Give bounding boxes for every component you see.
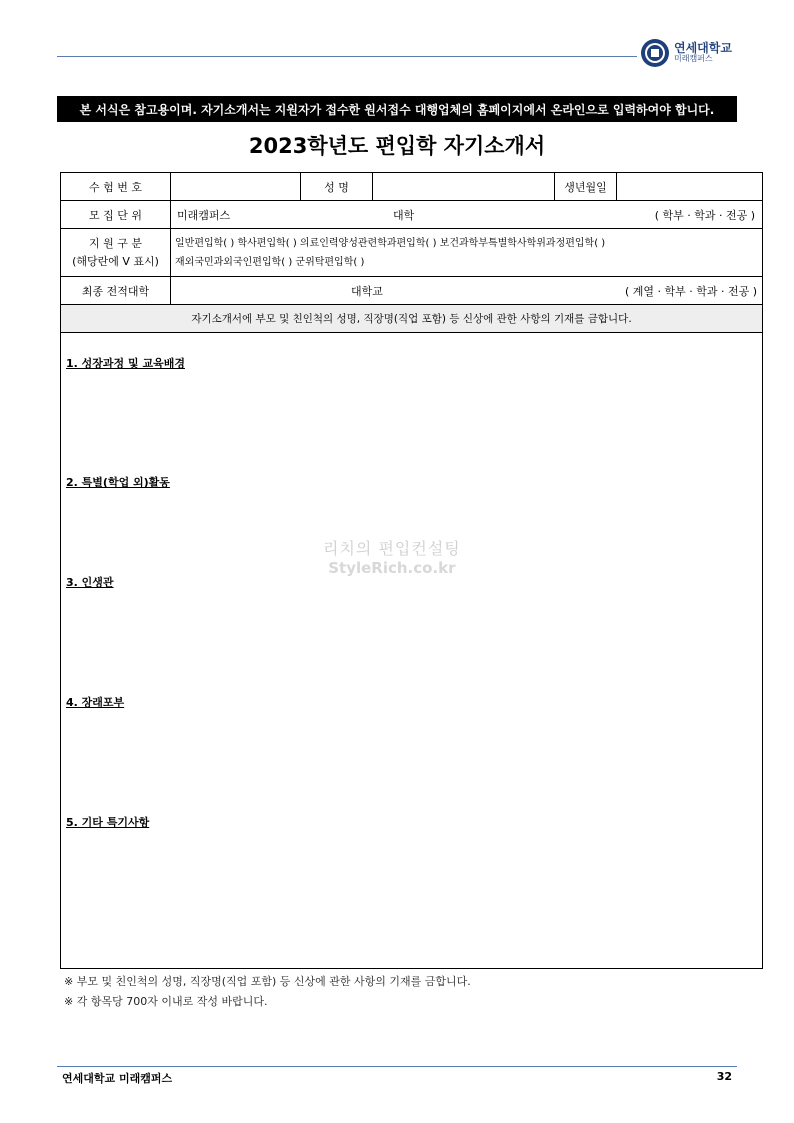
university-logo [640,38,732,68]
watermark-line2: StyleRich.co.kr [328,559,456,577]
type-options-line1: 일반편입학( ) 학사편입학( ) 의료인력양성관련학과편입학( ) 보건과학부특별학사학위과정편입학( ) [175,237,606,249]
type-label-sub: (해당란에 V 표시) [72,254,159,268]
row-caution [61,305,762,333]
name-label: 성 명 [301,173,373,200]
type-options[interactable] [175,229,761,276]
section-1-heading: 1. 성장과정 및 교육배경 [66,357,185,370]
footer-rule [57,1066,737,1067]
recruit-label: 모 집 단 위 [61,201,171,228]
row-recruit [61,201,762,229]
birth-field[interactable] [617,173,762,200]
seal-icon [640,38,670,68]
recruit-campus: 미래캠퍼스 [177,208,231,222]
logo-campus: 미래캠퍼스 [674,54,713,64]
page-title: 2023학년도 편입학 자기소개서 [248,134,546,158]
type-options-line2: 재외국민과외국인편입학( ) 군위탁편입학( ) [175,256,365,268]
exam-number-field[interactable] [171,173,301,200]
footer-institution: 연세대학교 미래캠퍼스 [62,1072,173,1085]
row-identity [61,173,762,201]
section-2-heading: 2. 특별(학업 외)활동 [66,476,170,489]
row-school [61,277,762,305]
caution-text: 자기소개서에 부모 및 친인척의 성명, 직장명(직업 포함) 등 신상에 관한 사항의 기재를 금합니다. [191,313,632,325]
school-univ: 대학교 [351,284,383,298]
header-rule [57,56,637,57]
row-type [61,229,762,277]
school-label: 최종 전적대학 [61,277,171,304]
section-4-heading: 4. 장래포부 [66,696,125,709]
page-number: 32 [716,1070,732,1083]
section-3-heading: 3. 인생관 [66,576,114,589]
watermark-line1: 리치의 편입컨설팅 [323,539,461,558]
recruit-dept: ( 학부 · 학과 · 전공 ) [654,208,755,222]
exam-number-label: 수 험 번 호 [61,173,171,200]
watermark [323,536,461,577]
note-2: ※ 각 항목당 700자 이내로 작성 바랍니다. [64,995,268,1008]
type-label-cell [61,229,171,276]
note-1: ※ 부모 및 친인척의 성명, 직장명(직업 포함) 등 신상에 관한 사항의 기재를 금합니다. [64,975,471,988]
recruit-college: 대학 [393,208,415,222]
birth-label: 생년월일 [555,173,617,200]
notice-banner: 본 서식은 참고용이며. 자기소개서는 지원자가 접수한 원서접수 대행업체의 홈페이지에서 온라인으로 입력하여야 합니다. [57,96,737,122]
name-field[interactable] [373,173,555,200]
type-label: 지 원 구 분 [89,236,142,250]
section-5-heading: 5. 기타 특기사항 [66,816,150,829]
school-dept: ( 계열 · 학부 · 학과 · 전공 ) [624,284,757,298]
logo-name: 연세대학교 [674,41,732,55]
